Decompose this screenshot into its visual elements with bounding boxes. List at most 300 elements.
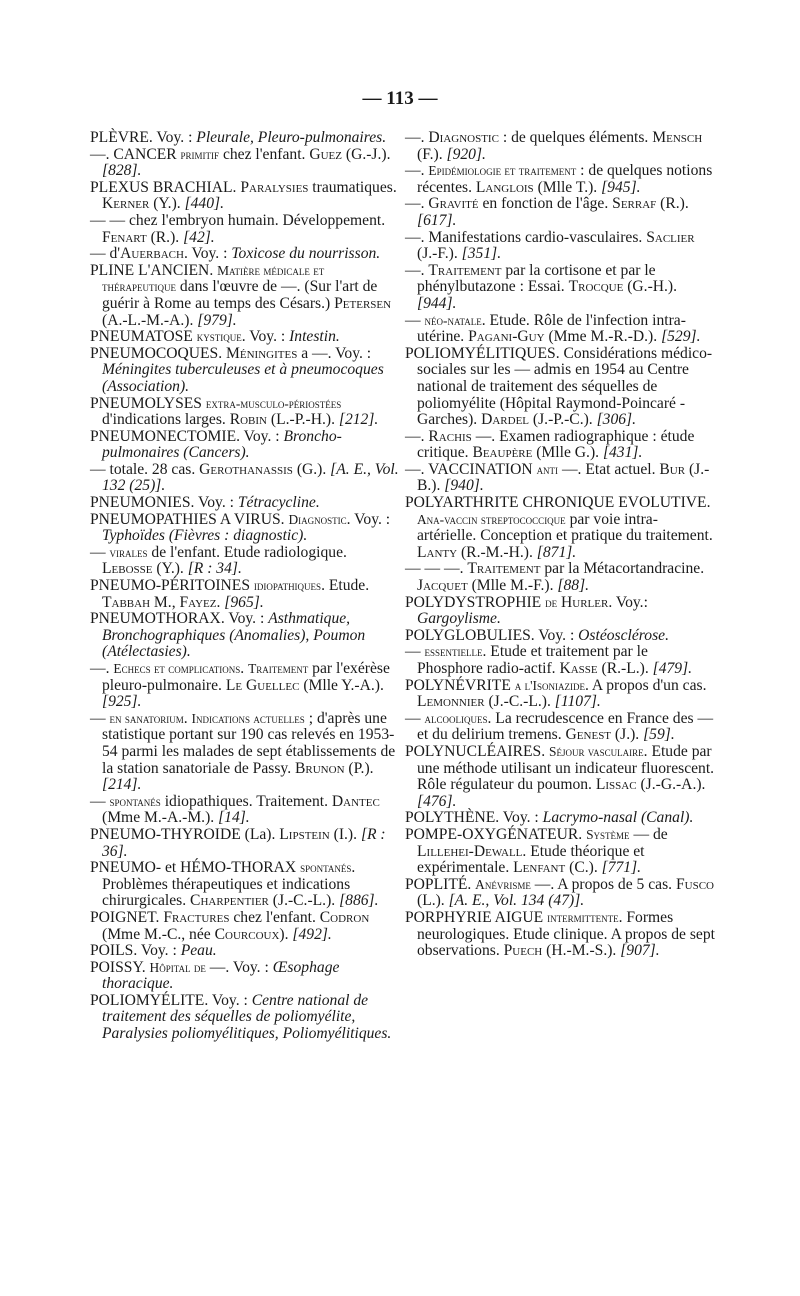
entry-reference: [306].: [596, 411, 637, 429]
entry-text: . La recrudescence en France des — et du delirium tremens.: [417, 709, 717, 744]
entry-text: .: [706, 494, 715, 512]
entry-reference: [214].: [102, 776, 142, 794]
entry-text: idiopathiques: [253, 578, 322, 594]
entry-text: . Voy. :: [148, 129, 197, 146]
entry-text: Diagnostic: [428, 129, 499, 146]
entry-text: (J.-G.-A.).: [636, 776, 710, 794]
index-entry: [90, 794, 400, 827]
index-entry: [90, 611, 400, 661]
entry-text: Serraf: [612, 195, 657, 213]
entry-text: Jacquet: [417, 577, 468, 595]
entry-text: Traitement: [428, 261, 502, 279]
entry-heading: PLEXUS BRACHIAL: [90, 178, 233, 196]
entry-reference: [351].: [461, 245, 502, 263]
entry-text: Dardel: [481, 411, 530, 429]
entry-reference: [88].: [557, 577, 590, 595]
entry-heading: PNEUMO- et HÉMO-THORAX: [90, 859, 301, 877]
entry-text: (G.-J.).: [341, 145, 395, 163]
entry-text: . Etude théorique et expérimentale.: [417, 842, 649, 877]
entry-text: . Etude.: [321, 577, 374, 595]
entry-reference: [945].: [601, 178, 641, 196]
entry-text: Traitement: [467, 560, 541, 578]
entry-text: (C.).: [565, 859, 602, 877]
entry-heading: POLYTHÈNE: [405, 809, 496, 827]
entry-heading: POIGNET: [90, 908, 156, 926]
entry-text: Système: [586, 826, 630, 842]
entry-text: . Voy. :: [530, 626, 579, 644]
entry-heading: PNEUMONIES: [90, 494, 191, 512]
entry-text: Gravité: [428, 195, 479, 213]
entry-text: en fonction de l'âge.: [478, 195, 613, 213]
entry-text: Langlois: [475, 178, 534, 196]
index-entry: [90, 130, 400, 147]
entry-text: . Formes neurologiques. Etude clinique. A propos de sept observations.: [417, 908, 719, 960]
entry-text: Le Guellec: [225, 676, 300, 694]
entry-heading: POISSY: [90, 958, 142, 976]
entry-reference: [771].: [601, 859, 642, 877]
entry-reference: Broncho-pulmonaires (Cancers).: [102, 427, 342, 462]
entry-text: Epidémiologie et traitement: [428, 163, 577, 179]
index-entry: [90, 943, 400, 960]
entry-text: a l'Isoniazide: [514, 677, 585, 693]
entry-text: traumatiques.: [308, 178, 401, 196]
entry-text: Charpentier: [190, 892, 269, 910]
entry-text: essentielle: [424, 644, 483, 660]
entry-reference: [871].: [536, 543, 577, 561]
entry-text: . Problèmes thérapeutiques et indications chirurgicales.: [102, 859, 360, 910]
entry-text: Brunon: [295, 759, 345, 777]
entry-heading: POLIOMYÉLITIQUES: [405, 344, 556, 362]
entry-text: Guez: [309, 145, 342, 163]
entry-reference: [A. E., Vol. 132 (25)].: [102, 460, 403, 495]
entry-text: .: [578, 825, 587, 843]
entry-text: Bur: [659, 460, 686, 478]
entry-text: .: [280, 510, 289, 528]
entry-text: primitif: [180, 146, 220, 162]
entry-text: (L.-P.-H.).: [266, 411, 339, 429]
entry-heading: PNEUMOPATHIES A VIRUS: [90, 510, 281, 528]
entry-text: (G.-H.).: [623, 278, 681, 296]
entry-text: ).: [279, 925, 293, 943]
entry-text: .: [141, 958, 150, 976]
entry-text: (F.).: [417, 129, 707, 163]
entry-text: — totale. 28 cas.: [90, 460, 200, 478]
entry-reference: Œsophage thoracique.: [102, 958, 344, 993]
entry-text: —: [405, 311, 425, 329]
entry-text: (La).: [240, 825, 280, 843]
entry-reference: [R : 36].: [102, 825, 390, 860]
entry-text: de l'enfant. Etude radiologique.: [147, 543, 351, 561]
entry-text: — — —.: [405, 560, 468, 578]
entry-heading: POLYARTHRITE CHRONIQUE EVOLUTIVE: [405, 494, 707, 512]
entry-text: Indications actuelles: [191, 710, 305, 726]
entry-text: Fayez: [179, 593, 217, 611]
index-entry: [405, 644, 715, 677]
entry-text: (G.).: [292, 460, 331, 478]
index-entry: [90, 860, 400, 910]
index-entry: [405, 495, 715, 561]
entry-text: . Voy. :: [495, 809, 543, 827]
index-entry: [405, 742, 718, 810]
entry-text: (L.).: [417, 875, 718, 910]
entry-reference: Ostéosclérose.: [578, 626, 669, 644]
entry-heading: POMPE-OXYGÉNATEUR: [405, 825, 579, 843]
entry-text: de: [545, 594, 558, 610]
index-entry: [90, 512, 400, 545]
index-entry: [405, 313, 715, 346]
entry-text: (Y.).: [149, 195, 185, 213]
entry-text: Kasse: [559, 660, 598, 677]
entry-text: Lissac: [595, 776, 637, 794]
entry-text: Paralysies: [240, 178, 309, 196]
entry-reference: Peau.: [180, 942, 217, 960]
entry-text: —. CANCER: [90, 145, 181, 163]
entry-text: Auerbach: [120, 245, 184, 263]
index-entry: [90, 180, 400, 213]
entry-text: Lemonnier: [417, 693, 485, 711]
entry-text: spontanés: [109, 793, 161, 809]
entry-text: —: [90, 709, 110, 727]
entry-heading: POLYGLOBULIES: [405, 626, 531, 644]
entry-heading: PNEUMATOSE: [90, 328, 197, 346]
entry-text: . A propos d'un cas.: [584, 676, 711, 694]
entry-text: . Voy. :: [190, 494, 238, 512]
entry-text: —.: [405, 427, 429, 445]
entry-text: (J.-P.-C.).: [529, 411, 597, 429]
entry-reference: Centre national de traitement des séquelles de poliomyélite, Paralysies poliomyélitiques, Poliomyélitiques.: [102, 991, 392, 1043]
entry-text: Beaupère: [472, 444, 533, 462]
entry-text: : de quelques éléments.: [498, 129, 653, 146]
entry-text: Trocque: [568, 278, 624, 296]
entry-reference: [925].: [102, 693, 142, 711]
entry-heading: PNEUMOLYSES: [90, 394, 206, 412]
entry-text: M.,: [150, 593, 180, 611]
entry-text: chez l'enfant.: [219, 145, 310, 163]
entry-text: —.: [90, 660, 114, 677]
entry-reference: [212].: [338, 411, 379, 429]
entry-text: (Mlle M.-F.).: [467, 577, 558, 595]
entry-reference: [59].: [643, 726, 675, 744]
entry-text: (J.-C.-L.).: [484, 693, 555, 711]
entry-text: (Mlle G.).: [532, 444, 603, 462]
entry-text: —. A propos de 5 cas.: [530, 875, 676, 893]
entry-text: Lebosse: [102, 560, 153, 578]
entry-reference: [A. E., Vol. 134 (47)].: [448, 892, 585, 910]
entry-text: Anévrisme: [475, 876, 531, 892]
entry-text: — d': [90, 245, 121, 263]
entry-text: Ana-vaccin streptococcique: [417, 511, 566, 527]
entry-text: par la cortisone et par le phénylbutazone : Essai.: [417, 261, 660, 296]
entry-text: . Voy.:: [608, 593, 652, 611]
entry-heading: POLYNÉVRITE: [405, 676, 515, 694]
entry-text: .: [216, 593, 225, 611]
index-entry: [90, 578, 400, 611]
entry-text: Dantec: [331, 792, 380, 810]
entry-text: en sanatorium: [109, 710, 184, 726]
entry-text: Puech: [503, 942, 543, 960]
entry-text: .: [209, 261, 218, 279]
entry-heading: PLINE L'ANCIEN: [90, 261, 210, 279]
entry-text: (R.-L.).: [597, 660, 653, 677]
entry-text: —: [405, 709, 425, 727]
entry-heading: POLIOMYÉLITE: [90, 991, 205, 1009]
entry-text: . Voy. :: [204, 991, 252, 1009]
index-entry: [90, 960, 400, 993]
entry-reference: Lacrymo-nasal (Canal).: [542, 809, 694, 827]
entry-text: Petersen: [334, 294, 392, 312]
entry-text: .: [240, 660, 249, 677]
entry-text: —. Examen radiographique : étude critique.: [417, 427, 699, 462]
entry-text: Fenart: [102, 228, 147, 246]
entry-heading: PORPHYRIE AIGUE: [405, 908, 548, 926]
entry-text: Matière médicale et thérapeutique: [102, 262, 328, 295]
entry-reference: Intestin.: [289, 328, 340, 346]
entry-text: .: [541, 742, 549, 760]
index-entry: [90, 329, 400, 346]
index-entry: [90, 396, 400, 429]
entry-reference: Méningites tuberculeuses et à pneumocoques (Association).: [102, 361, 388, 395]
entry-reference: [965].: [224, 593, 264, 611]
index-entry: [90, 827, 400, 860]
entry-reference: [940].: [444, 477, 484, 495]
entry-reference: Toxicose du nourrisson.: [231, 245, 381, 263]
entry-text: (Mlle Y.-A.).: [299, 676, 388, 694]
index-entry: [405, 711, 715, 744]
index-entry: [90, 429, 400, 462]
index-entry: [405, 810, 715, 827]
entry-text: (H.-M.-S.).: [542, 942, 621, 960]
index-entry: [405, 462, 715, 495]
entry-reference: Typhoïdes (Fièvres : diagnostic).: [102, 527, 308, 545]
entry-text: Echecs et complications: [113, 661, 241, 676]
entry-text: ; d'après une statistique portant sur 190 cas relevés en 1953-54 parmi les malades de sept établissements de la station sanatoriale de Passy.: [102, 709, 400, 777]
entry-text: chez l'enfant.: [229, 908, 320, 926]
entry-text: .: [218, 344, 227, 362]
entry-text: par voie intra-artérielle. Conception et pratique du traitement.: [417, 510, 717, 545]
entry-reference: [979].: [197, 311, 237, 329]
index-entry: [405, 827, 715, 877]
entry-text: néo-natale: [424, 312, 482, 328]
entry-text: idiopathiques. Traitement.: [160, 792, 332, 810]
entry-text: Lenfant: [513, 859, 566, 877]
entry-text: Lanty: [417, 543, 458, 561]
entry-text: (J.-C.-L.).: [268, 892, 340, 910]
entry-text: Diagnostic: [288, 511, 347, 527]
entry-text: —.: [405, 129, 429, 146]
entry-text: extra-musculo-périostées: [205, 395, 342, 411]
entry-heading: PNEUMONECTOMIE: [90, 427, 237, 445]
entry-text: —.: [405, 195, 429, 213]
entry-reference: [R : 34].: [187, 560, 242, 578]
entry-reference: Pleurale, Pleuro-pulmonaires.: [196, 129, 387, 146]
index-entry: [405, 346, 715, 429]
entry-text: (I.).: [329, 825, 361, 843]
entry-heading: PNEUMO-THYROIDE: [90, 825, 241, 843]
index-entry: [90, 460, 403, 495]
entry-text: (Mme M.-C., née: [102, 908, 374, 943]
entry-text: Hurler: [561, 593, 609, 611]
index-entry: [405, 628, 715, 645]
entry-text: —: [90, 792, 110, 810]
index-entry: [405, 163, 715, 196]
index-entry: [90, 147, 400, 180]
entry-text: Méningites: [226, 344, 298, 362]
entry-text: Fractures: [163, 908, 230, 926]
entry-text: (Y.).: [152, 560, 188, 578]
entry-reference: [492].: [292, 925, 332, 943]
entry-text: . Voy. :: [346, 510, 395, 528]
index-entry: [405, 429, 715, 462]
page-number: — 113 —: [362, 88, 438, 109]
entry-heading: PNEUMO-PÉRITOINES: [90, 577, 254, 595]
entry-text: : de quelques notions récentes.: [417, 162, 717, 196]
entry-text: Robin: [229, 411, 267, 429]
entry-text: d'indications larges.: [102, 394, 346, 429]
entry-text: .: [155, 908, 164, 926]
entry-text: . Voy. :: [133, 942, 181, 960]
entry-heading: PLÈVRE: [90, 129, 149, 146]
entry-reference: Tétracycline.: [237, 494, 320, 512]
index-entry: [90, 661, 400, 711]
entry-text: Codron: [319, 908, 370, 926]
entry-text: Genest: [565, 726, 612, 744]
index-entry: [405, 230, 715, 263]
right-column: [405, 129, 719, 960]
entry-text: anti: [536, 461, 559, 477]
left-column: [90, 129, 403, 1043]
entry-text: Gerothanassis: [199, 460, 293, 478]
entry-text: — de: [629, 825, 672, 843]
entry-heading: POILS: [90, 942, 134, 960]
index-entry: [405, 561, 715, 594]
entry-reference: [944].: [417, 294, 457, 312]
entry-text: . Etude par une méthode utilisant un indicateur fluorescent. Rôle régulateur du poumon.: [417, 742, 718, 794]
entry-text: a —. Voy. :: [297, 344, 376, 362]
entry-text: — — chez l'embryon humain. Développement.: [90, 211, 390, 229]
entry-text: —. Voy. :: [205, 958, 273, 976]
index-entry: [90, 213, 400, 246]
entry-text: Saclier: [646, 228, 695, 246]
entry-reference: [886].: [339, 892, 379, 910]
entry-text: Kerner: [102, 195, 150, 213]
entry-text: Courcoux: [214, 925, 280, 943]
entry-text: . Voy. :: [236, 427, 284, 445]
entry-heading: POLYDYSTROPHIE: [405, 593, 546, 611]
index-entry: [90, 263, 400, 329]
index-entry: [405, 130, 715, 163]
entry-text: —. Etat actuel.: [558, 460, 660, 478]
entry-reference: [479].: [652, 660, 693, 677]
entry-text: (P.).: [344, 759, 378, 777]
entry-text: (R.).: [656, 195, 693, 213]
entry-text: —: [90, 543, 110, 561]
entry-text: —: [405, 643, 425, 661]
entry-reference: [529].: [661, 328, 701, 346]
index-entry: [90, 346, 400, 396]
entry-text: (J.).: [611, 726, 644, 744]
entry-text: . Etude. Rôle de l'infection intra-utérine.: [417, 311, 686, 346]
entry-text: dans l'œuvre de —. (Sur l'art de guérir à Rome au temps des Césars.): [102, 278, 382, 312]
entry-text: Tabbah: [102, 593, 151, 611]
entry-text: —.: [405, 162, 429, 180]
entry-text: Pagani-Guy: [468, 328, 545, 346]
index-entry: [405, 196, 715, 229]
entry-text: —. VACCINATION: [405, 460, 537, 478]
entry-text: (Mme M.-R.-D.).: [544, 328, 662, 346]
entry-reference: [440].: [184, 195, 224, 213]
entry-text: Lipstein: [279, 825, 330, 843]
entry-reference: [920].: [446, 145, 486, 163]
entry-text: Rachis: [428, 427, 472, 445]
entry-text: Séjour vasculaire: [548, 743, 644, 759]
entry-text: par l'exérèse pleuro-pulmonaire.: [102, 660, 394, 694]
entry-text: .: [467, 875, 476, 893]
entry-reference: Gargoylisme.: [417, 610, 501, 628]
index-entry: [405, 263, 715, 313]
index-entry: [405, 875, 718, 910]
index-entry: [90, 910, 400, 943]
entry-text: (J.-B.).: [417, 460, 710, 495]
entry-text: virales: [109, 544, 148, 560]
entry-text: kystique: [196, 329, 242, 345]
entry-text: Mensch: [652, 129, 703, 146]
entry-text: (R.-M.-H.).: [457, 543, 537, 561]
entry-heading: POLYNUCLÉAIRES: [405, 742, 542, 760]
entry-text: (Mlle T.).: [533, 178, 602, 196]
index-entry: [405, 595, 715, 628]
entry-text: (Mme M.-A.-M.).: [102, 792, 384, 827]
entry-text: alcooliques: [424, 710, 488, 726]
entry-text: Lillehei-Dewall: [417, 842, 523, 860]
entry-text: Traitement: [248, 661, 309, 676]
entry-text: . Voy. :: [241, 328, 290, 346]
entry-text: (A.-L.-M.-A.).: [102, 294, 395, 329]
entry-text: (J.-F.).: [417, 228, 699, 263]
index-entry: [90, 711, 400, 794]
entry-reference: [476].: [417, 792, 457, 810]
entry-text: —. Manifestations cardio-vasculaires.: [405, 228, 647, 246]
entry-text: .: [183, 709, 192, 727]
index-entry: [90, 545, 400, 578]
entry-reference: [431].: [602, 444, 643, 462]
entry-text: par la Métacortandracine.: [540, 560, 708, 578]
entry-reference: Asthmatique, Bronchographiques (Anomalies), Poumon (Atélectasies).: [102, 610, 370, 661]
entry-text: .: [232, 178, 241, 196]
entry-reference: [14].: [218, 809, 250, 827]
entry-text: —.: [405, 261, 429, 279]
index-entry: [90, 246, 400, 263]
entry-text: Fusco: [675, 875, 714, 893]
entry-text: intermittente: [547, 909, 619, 925]
entry-reference: [907].: [620, 942, 660, 960]
entry-text: (R.).: [146, 228, 184, 246]
entry-text: . Voy. :: [183, 245, 232, 263]
entry-text: . Etude et traitement par le Phosphore radio-actif.: [417, 643, 652, 677]
index-entry: [405, 678, 715, 711]
entry-reference: [617].: [417, 211, 457, 229]
index-entry: [405, 908, 719, 960]
entry-heading: PNEUMOCOQUES: [90, 344, 219, 362]
entry-reference: [1107].: [554, 693, 601, 711]
entry-reference: [828].: [102, 162, 142, 180]
entry-heading: PNEUMOTHORAX: [90, 610, 221, 628]
entry-text: Hôpital de: [149, 959, 206, 975]
entry-heading: POPLITÉ: [405, 875, 468, 893]
entry-text: spontanés: [300, 860, 352, 876]
entry-text: . Considérations médico-sociales sur les — admis en 1954 au Centre national de traitement des séquelles de poliomyélite (Hôpital Raymond-Poincaré - Garches).: [417, 344, 713, 429]
index-entry: [90, 993, 400, 1043]
entry-reference: [42].: [183, 228, 215, 246]
